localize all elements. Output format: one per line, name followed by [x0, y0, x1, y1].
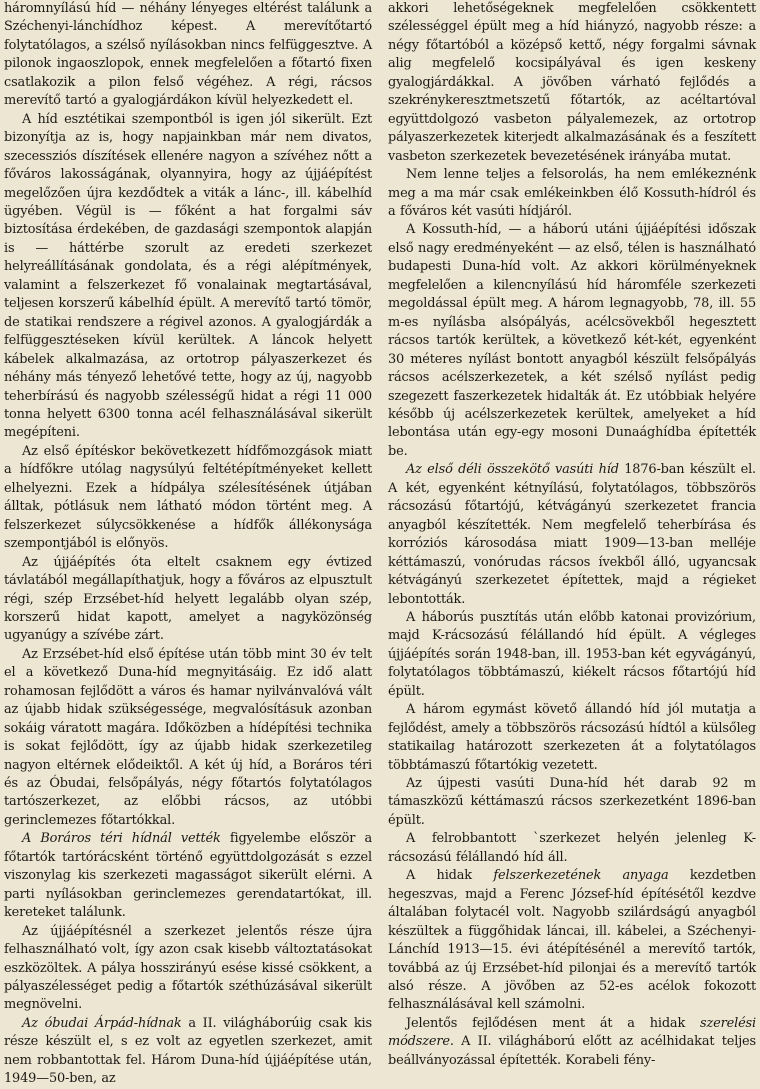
paragraph: Az újpesti vasúti Duna-híd hét darab 92 m támaszközű kéttámaszú rácsos szerkezetként 1896-ban épült. [388, 776, 756, 828]
paragraph-szereles [388, 1015, 756, 1070]
paragraph-text: figyelembe először a főtartók tartórácsként történő együttdolgozását s ezzel viszonylag kis szerkezeti magasságot sikerült elérni. A parti nyílásokban gerinclemezes gerendatartókat, ill. kereteket találunk. [4, 831, 373, 921]
italic-term: A Boráros téri hídnál vették [22, 831, 221, 847]
paragraph-deli [388, 461, 756, 609]
italic-term: felszerkezetének anyaga [493, 868, 669, 884]
paragraph: Nem lenne teljes a felsorolás, ha nem emlékeznénk meg a ma már csak emlékeinkben élő Kossuth-hídról és a főváros két vasúti hídjáról. [388, 167, 756, 219]
paragraph-text: a II. világháborúig csak kis része készült el, s ez volt az egyetlen szerkezet, amit nem robbantottak fel. Három Duna-híd újjáépítése után, 1949—50-ben, az [4, 1015, 372, 1087]
paragraph: Az első építéskor bekövetkezett hídfőmozgások miatt a hídfőkre utólag nagysúlyú feltétépítményeket kellett elhelyezni. Ezek a hídpálya szélesítésének útjában álltak, pótlásuk nem látható módon történt meg. A felszerkezet súlycsökkenése a hídfők állékonysága szempontjából is előnyös. [4, 443, 372, 552]
paragraph: Az újjáépítésnél a szerkezet jelentős része újra felhasználható volt, így azon csak kisebb változtatásokat eszközöltek. A pálya hosszirányú esése kissé csökkent, a pályaszélességet pedig a főtartók széthúzásával sikerült megnövelni. [4, 923, 372, 1013]
paragraph: A híd esztétikai szempontból is igen jól sikerült. Ezt bizonyítja az is, hogy napjainkban már nem divatos, szecessziós díszítések ellenére nagyon a szívéhez nőtt a főváros lakosságának, olyannyira, hogy az újjáépítést megelőzően újra kezdődtek a viták a lánc-, ill. kábelhíd ügyében. Végül is — főként a hat forgalmi sáv biztosítása érdekében, de gazdasági szempontok alapján is — háttérbe szorult az eredeti szerkezet helyreállításának gondolata, és a régi alépítmények, valamint a felszerkezet fő vonalainak megtartásával, teljesen korszerű kábelhíd épült. A merevítő tartó tömör, de statikai rendszere a régivel azonos. A gyalogjárdák a felfüggesztéseken kívül kerültek. A láncok helyett kábelek alkalmazása, az ortotrop pályaszerkezet és néhány más tényező lehetővé tette, hogy az új, nagyobb teherbírású és nagyobb szélességű hidat a régi 11 000 tonna helyett 6300 tonna acél felhasználásával sikerült megépíteni. [4, 111, 372, 441]
paragraph-boraros [4, 830, 372, 922]
paragraph-text: A II. világháború előtt az acélhidakat teljes beállványozással építették. Korabeli fény- [388, 1034, 756, 1068]
paragraph-arpad [4, 1015, 372, 1089]
paragraph-text: Jelentős fejlődésen ment át a hidak [406, 1015, 686, 1031]
italic-term: Az első déli összekötő vasúti híd [406, 462, 619, 478]
paragraph: A Kossuth-híd, — a háború utáni újjáépítési időszak első nagy eredményeként — az első, télen is használható budapesti Duna-híd volt. Az akkori körülményeknek megfelelően a kilencnyílású híd háromféle szerkezeti megoldással épült meg. A három legnagyobb, 78, ill. 55 m-es nyílásba alsópályás, acélcsövekből hegesztett rácsos tartók kerültek, a következő két-két, egyenként 30 méteres nyílást bontott anyagból készült felsőpályás rácsos acélszerkezetek, a két szélső nyílást pedig szegezett faszerkezetek hidalták át. Ez utóbbiak helyére később új acélszerkezetek kerültek, amelyeket a híd lebontása után egy-egy mosoni Dunaághídba építették be. [388, 222, 756, 459]
paragraph: háromnyílású híd — néhány lényeges eltérést találunk a Széchenyi-lánchídhoz képest. A merevítőtartó folytatólagos, a szélső nyílásokban nincs felfüggesztve. A pilonok ingaoszlopok, ennek megfelelően a főtartó fixen csatlakozik a pilon felső végéhez. A régi, rácsos merevítő tartó a gyalogjárdákon kívül helyezkedett el. [4, 1, 372, 109]
paragraph-felszerkezet [388, 867, 756, 1015]
italic-term: szerelési módszere. [388, 1015, 756, 1050]
paragraph: A felrobbantott `szerkezet helyén jelenleg K-rácsozású félállandó híd áll. [388, 831, 756, 865]
paragraph: akkori lehetőségeknek megfelelően csökkentett szélességgel épült meg a híd hiányzó, nagyobb része: a négy főtartóból a középső kettő, négy forgalmi sávnak alig megfelelő kocsipályával és igen keskeny gyalogjárdákkal. A jövőben várható fejlődés a szekrénykeresztmetszetű főtartók, az acéltartóval együttdolgozó vasbeton pályalemezek, az ortotrop pályaszerkezetek kiterjedt alkalmazásának és a feszített vasbeton szerkezetek bevezetésének irányába mutat. [388, 1, 756, 164]
left-column [4, 0, 373, 1087]
paragraph: A három egymást követő állandó híd jól mutatja a fejlődést, amely a többszörös rácsozású hídtól a külsőleg statikailag határozott szerkezeten át a folytatólagos többtámaszú főtartókig vezetett. [388, 702, 756, 773]
paragraph-text: 1876-ban készült el. A két, egyenként kétnyílású, folytatólagos, többszörös rácsozású főtartójú, kétvágányú szerkezetet francia anyagból készítették. Nem megfelelő teherbírása és korróziós károsodása miatt 1909—13-ban melléje kéttámaszú, vonórudas rácsos ívekből álló, ugyancsak kétvágányú szerkezetet építettek, majd a régieket lebontották. [388, 462, 756, 607]
right-column [388, 0, 756, 1084]
paragraph-text: A hidak [406, 868, 472, 884]
paragraph-text: kezdetben hegeszvas, majd a Ferenc József-híd építésétől kezdve általában folytacél volt. Nagyobb szilárdságú anyagból készültek a függőhidak láncai, ill. kábelei, a Széchenyi-Lánchíd 1913—15. évi átépítésénél a merevítő tartók, továbbá az új Erzsébet-híd pilonjai és a merevítő tartók alsó része. A jövőben az 52-es acélok fokozott felhasználásával kell számolni. [388, 868, 757, 1013]
italic-term: Az óbudai Árpád-hídnak [22, 1015, 182, 1031]
paragraph: Az újjáépítés óta eltelt csaknem egy évtized távlatából megállapíthatjuk, hogy a főváros az elpusztult régi, szép Erzsébet-híd helyett legalább olyan szép, korszerű hidat kapott, amelyet a nagyközönség ugyanúgy a szívébe zárt. [4, 554, 372, 644]
paragraph: Az Erzsébet-híd első építése után több mint 30 év telt el a következő Duna-híd megnyitásáig. Ez idő alatt rohamosan fejlődött a város és hamar nyilvánvalóvá vált az újabb hidak szükségessége, megvalósításuk azonban sokáig váratott magára. Időközben a hídépítési technika is sokat fejlődött, így az újabb hidak szerkezetileg nagyon eltérnek elődeiktől. A két új híd, a Boráros téri és az Óbudai, felsőpályás, négy főtartós folytatólagos tartószerkezet, az előbbi rácsos, az utóbbi gerinclemezes főtartókkal. [4, 646, 372, 828]
paragraph: A háborús pusztítás után előbb katonai provizórium, majd K-rácsozású félállandó híd épült. A végleges újjáépítés során 1948-ban, ill. 1953-ban két egyvágányú, folytatólagos többtámaszú, kiékelt rácsos főtartójú híd épült. [388, 609, 756, 699]
